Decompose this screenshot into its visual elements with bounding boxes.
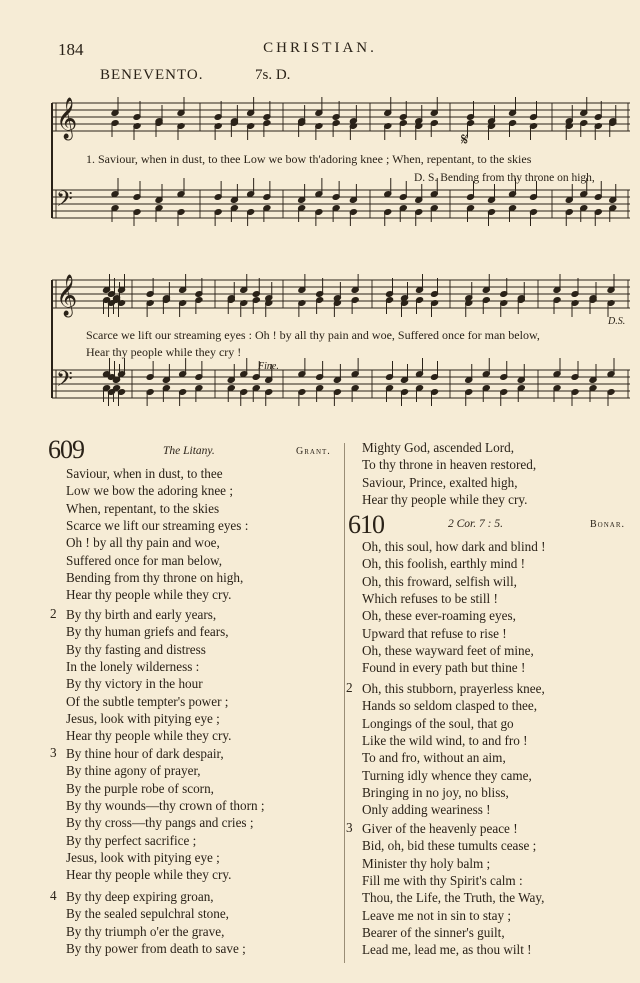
- verse-line: Leave me not in sin to stay ;: [362, 907, 512, 923]
- verse-line: Oh, these ever-roaming eyes,: [362, 608, 516, 624]
- running-head: CHRISTIAN.: [263, 40, 377, 56]
- ds-marking: D.S.: [608, 316, 626, 327]
- bass-clef-icon: 𝄢: [56, 367, 73, 397]
- treble-clef-icon: 𝄞: [56, 275, 78, 316]
- hymn-title: 2 Cor. 7 : 5.: [448, 518, 503, 530]
- verse-line: By thy wounds—thy crown of thorn ;: [66, 797, 265, 813]
- hymn-number: 610: [348, 510, 384, 539]
- verse-number: 2: [346, 680, 353, 695]
- verse-line: Mighty God, ascended Lord,: [362, 440, 514, 455]
- page-number: 184: [58, 40, 84, 59]
- hymn-author: Grant.: [296, 446, 331, 457]
- tune-meter: 7s. D.: [255, 67, 291, 83]
- verse-line: Found in every path but thine !: [362, 660, 526, 676]
- verse-line: Low we bow the adoring knee ;: [66, 483, 233, 499]
- verse-line: Saviour, Prince, exalted high,: [362, 474, 518, 490]
- verse-line: Suffered once for man below,: [66, 552, 222, 568]
- verse-line: Upward that refuse to rise !: [362, 625, 507, 641]
- segno-sign: 𝄋: [461, 130, 469, 149]
- verse-line: By thy deep expiring groan,: [66, 889, 214, 904]
- bass-clef-icon: 𝄢: [56, 187, 73, 217]
- verse-line: By thy power from death to save ;: [66, 940, 246, 956]
- verse-line: By the purple robe of scorn,: [66, 780, 214, 796]
- verse-line: Giver of the heavenly peace !: [362, 821, 518, 836]
- verse-line: In the lonely wilderness :: [66, 658, 200, 674]
- verse-line: By thy human griefs and fears,: [66, 624, 229, 640]
- hymn-title: The Litany.: [163, 445, 215, 457]
- verse-line: Jesus, look with pitying eye ;: [66, 710, 220, 726]
- verse-line: Hands so seldom clasped to thee,: [362, 698, 538, 714]
- verse-number: 4: [50, 888, 57, 903]
- verse-line: Minister thy holy balm ;: [362, 855, 491, 871]
- verse-number: 2: [50, 606, 57, 621]
- verse-line: Bid, oh, bid these tumults cease ;: [362, 838, 537, 854]
- verse-line: To and fro, without an aim,: [362, 750, 506, 766]
- verse-line: Hear thy people while they cry.: [66, 867, 232, 883]
- system1-lyric-line2: D. S. Bending from thy throne on high,: [414, 172, 595, 184]
- verse-line: Oh, this foolish, earthly mind !: [362, 556, 525, 572]
- verse-line: Oh, these wayward feet of mine,: [362, 642, 534, 658]
- verse-line: By thy victory in the hour: [66, 676, 203, 692]
- verse-line: Which refuses to be still !: [362, 590, 498, 606]
- verse-line: By thy perfect sacrifice ;: [66, 832, 197, 848]
- hymn-author: Bonar.: [590, 519, 626, 530]
- verse-line: Hear thy people while they cry.: [66, 587, 232, 603]
- verse-line: Bending from thy throne on high,: [66, 569, 244, 585]
- system1-lyric-line1: 1. Saviour, when in dust, to thee Low we bow th'adoring knee ; When, repentant, to the skies: [86, 152, 532, 166]
- verse-number: 3: [346, 820, 353, 835]
- verse-number: 3: [50, 745, 57, 760]
- verse-line: Jesus, look with pitying eye ;: [66, 849, 220, 865]
- verse-line: Only adding weariness !: [362, 802, 491, 818]
- verse-line: By thine agony of prayer,: [66, 763, 201, 779]
- verse-line: Saviour, when in dust, to thee: [66, 466, 223, 481]
- hymn-number: 609: [48, 435, 84, 464]
- verse-line: Scarce we lift our streaming eyes :: [66, 517, 249, 533]
- system2-lyric-line2: Hear thy people while they cry !: [86, 345, 242, 359]
- verse-line: Bearer of the sinner's guilt,: [362, 924, 505, 940]
- verse-line: Oh, this stubborn, prayerless knee,: [362, 681, 545, 696]
- verse-line: Longings of the soul, that go: [362, 715, 514, 731]
- verse-line: By thy triumph o'er the grave,: [66, 923, 225, 939]
- verse-line: Oh ! by all thy pain and woe,: [66, 535, 220, 551]
- verse-line: By thy birth and early years,: [66, 607, 217, 622]
- verse-line: When, repentant, to the skies: [66, 500, 220, 516]
- verse-line: By thine hour of dark despair,: [66, 746, 224, 761]
- verse-line: Lead me, lead me, as thou wilt !: [362, 942, 532, 958]
- system2-lyric-line1: Scarce we lift our streaming eyes : Oh ! by all thy pain and woe, Suffered once for man below,: [86, 328, 540, 342]
- verse-line: Thou, the Life, the Truth, the Way,: [362, 890, 545, 906]
- fine-marking: Fine.: [258, 361, 279, 372]
- tune-name: BENEVENTO.: [100, 67, 204, 83]
- verse-line: Bringing in no joy, no bliss,: [362, 784, 509, 800]
- treble-clef-icon: 𝄞: [56, 98, 78, 139]
- verse-line: Fill me with thy Spirit's calm :: [362, 872, 523, 888]
- verse-line: Turning idly whence they came,: [362, 767, 532, 783]
- verse-line: Oh, this soul, how dark and blind !: [362, 539, 546, 554]
- verse-line: Hear thy people while they cry.: [362, 491, 528, 507]
- verse-line: Of the subtle tempter's power ;: [66, 693, 229, 709]
- verse-line: To thy throne in heaven restored,: [362, 457, 537, 473]
- verse-line: By the sealed sepulchral stone,: [66, 906, 229, 922]
- column-divider: [344, 443, 345, 963]
- verse-line: By thy cross—thy pangs and cries ;: [66, 815, 254, 831]
- verse-line: Like the wild wind, to and fro !: [362, 732, 528, 748]
- verse-line: By thy fasting and distress: [66, 641, 206, 657]
- verse-line: Oh, this froward, selfish will,: [362, 573, 517, 589]
- verse-line: Hear thy people while they cry.: [66, 728, 232, 744]
